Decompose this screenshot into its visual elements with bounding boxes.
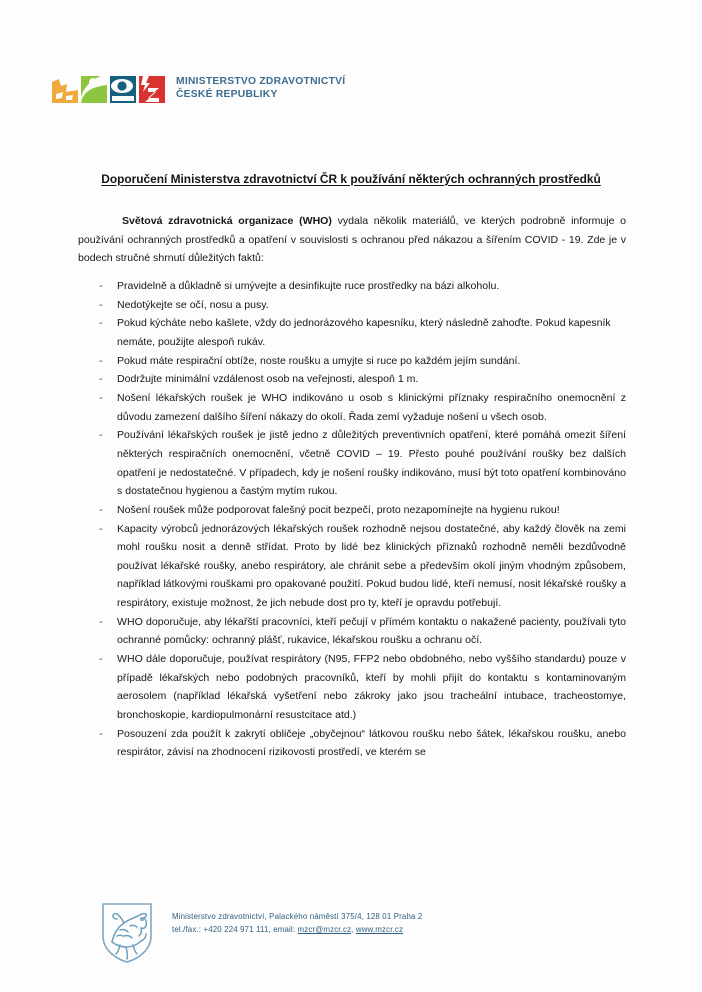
list-item: - Pokud kýcháte nebo kašlete, vždy do jednorázového kapesníku, který následně zahoďte. Pokud kapesník nemáte, použijte alespoň rukáv. [78,314,626,351]
document-footer [100,902,422,964]
ministry-name-line1: MINISTERSTVO ZDRAVOTNICTVÍ [176,75,346,87]
ministry-logo-icon [52,74,165,103]
footer-separator: , [351,924,356,934]
list-item: - WHO doporučuje, aby lékařští pracovníci, kteří pečují v přímém kontaktu o nakažené pacienty, používali tyto ochranné pomůcky: ochranný plášť, rukavice, lékařskou roušku a ochranu očí. [78,613,626,650]
footer-contact-line [172,924,422,937]
footer-phone-prefix: tel./fax.: +420 224 971 111, email: [172,924,298,934]
intro-paragraph [78,212,626,268]
page-title-text: Doporučení Ministerstva zdravotnictví ČR k používání některých ochranných prostředků [101,171,601,186]
intro-bold-lead: Světová zdravotnická organizace (WHO) [122,215,332,227]
logo-square-orange-icon [52,74,78,103]
ministry-name [176,76,345,102]
list-item: - Posouzení zda použít k zakrytí obličeje „obyčejnou“ látkovou roušku nebo šátek, lékařskou roušku, anebo respirátor, závisí na zhodnocení rizikovosti prostředí, ve kterém se [78,725,626,762]
page-title [78,170,624,189]
czech-lion-coat-of-arms-icon [100,902,154,964]
list-item: - Používání lékařských roušek je jistě jedno z důležitých preventivních opatření, které pomáhá omezit šíření některých respiračních onemocnění, včetně COVID – 19. Přesto pouhé používání roušky bez dalších opatření je nedostatečné. V případech, kdy je nošení roušky indikováno, musí být toto opatření kombinováno s dostatečnou hygienou a častým mytím rukou. [78,426,626,501]
list-item: - Dodržujte minimální vzdálenost osob na veřejnosti, alespoň 1 m. [78,370,626,389]
website-link[interactable]: www.mzcr.cz [355,924,404,934]
list-item: - WHO dále doporučuje, používat respirátory (N95, FFP2 nebo obdobného, nebo vyššího standardu) pouze v případě lékařských nebo podobných pracovníků, kteří by mohli přijít do kontaktu s kontaminovaným aerosolem (například lékařská vyšetření nebo zákroky jako jsou tracheální intubace, tracheostomye, bronchoskopie, kardiopulmonární resustcitace atd.) [78,650,626,725]
email-link[interactable]: mzcr@mzcr.cz [297,924,352,934]
list-item: - Pokud máte respirační obtíže, noste roušku a umyjte si ruce po každém jejím sundání. [78,352,626,371]
list-item: - Pravidelně a důkladně si umývejte a desinfikujte ruce prostředky na bázi alkoholu. [78,277,626,296]
logo-square-green-icon [81,74,107,103]
list-item: - Nošení lékařských roušek je WHO indikováno u osob s klinickými příznaky respiračního onemocnění z důvodu zamezení dalšího šíření nákazy do okolí. Řada zemí vyžaduje nošení u všech osob. [78,389,626,426]
logo-square-teal-icon [110,74,136,103]
list-item: - Nošení roušek může podporovat falešný pocit bezpečí, proto nezapomínejte na hygienu rukou! [78,501,626,520]
logo-square-red-icon [139,74,165,103]
footer-address: Ministerstvo zdravotnictví, Palackého náměstí 375/4, 128 01 Praha 2 [172,912,423,921]
document-body [78,212,626,762]
ministry-name-line2: ČESKÉ REPUBLIKY [176,88,278,100]
list-item: - Nedotýkejte se očí, nosu a pusy. [78,296,626,315]
recommendations-list [78,277,626,762]
footer-contact [172,902,422,937]
document-header [52,74,345,103]
intro-rest: vydala několik materiálů, ve kterých podrobně informuje o používání ochranných prostředků a opatření v souvislosti s ochranou před nákazou a šířením COVID - 19. Zde je v bodech stručné shrnutí důležitých faktů: [78,215,627,265]
list-item: - Kapacity výrobců jednorázových lékařských roušek rozhodně nejsou dostatečné, aby každý člověk na zemi mohl roušku nosit a denně střídat. Proto by lidé bez klinických příznaků rozhodně neměli bezdůvodně používat lékařské roušky, anebo respirátory, ale chránit sebe a především okolí jiným vhodným způsobem, například látkovými rouškami pro opakované použití. Pokud budou lidé, kteří nemusí, nosit lékařské roušky a respirátory, existuje možnost, že jich nebude dost pro ty, kteří je opravdu potřebují. [78,520,626,613]
